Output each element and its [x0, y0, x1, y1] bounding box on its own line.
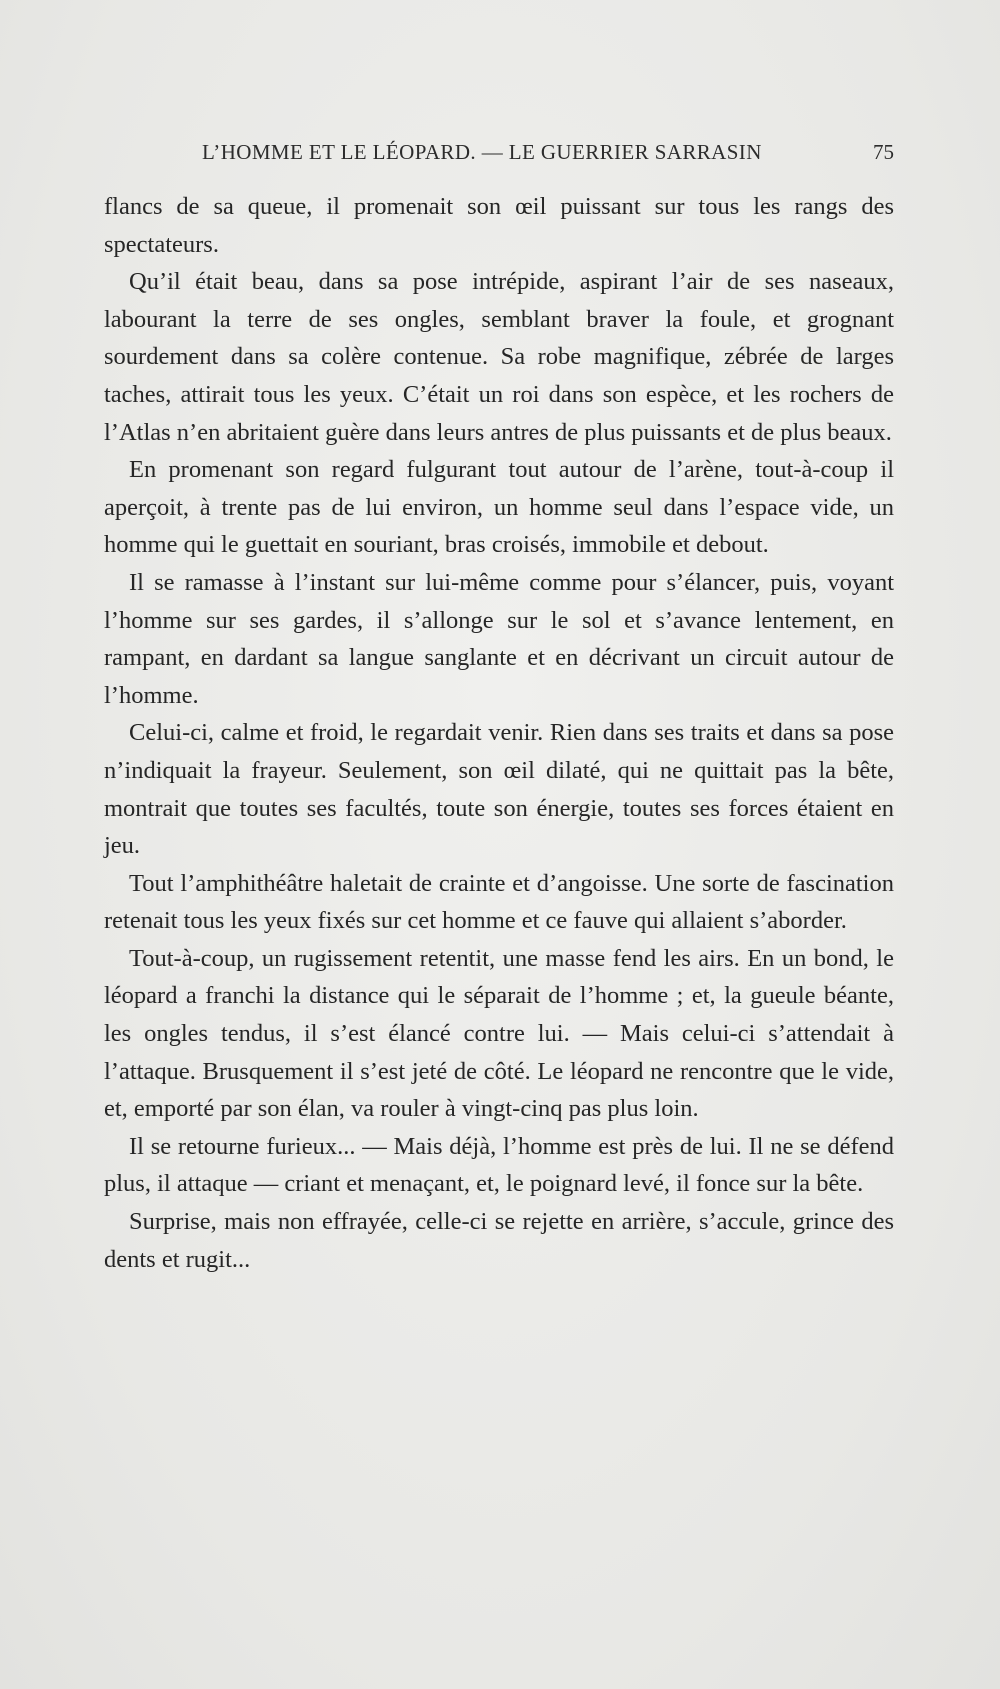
- paragraph: flancs de sa queue, il promenait son œil puissant sur tous les rangs des spectateurs.: [104, 193, 894, 258]
- paragraph: Qu’il était beau, dans sa pose intrépide, aspirant l’air de ses naseaux, labourant la terre de ses ongles, semblant braver la foule, et grognant sourdement dans sa colère contenue. Sa robe magnifique, zébrée de larges taches, attirait tous les yeux. C’était un roi dans son espèce, et les rochers de l’Atlas n’en abritaient guère dans leurs antres de plus puissants et de plus beaux.: [104, 268, 894, 446]
- paragraph: Celui-ci, calme et froid, le regardait venir. Rien dans ses traits et dans sa pose n’indiquait la frayeur. Seulement, son œil dilaté, qui ne quittait pas la bête, montrait que toutes ses facultés, toute son énergie, toutes ses forces étaient en jeu.: [104, 719, 894, 860]
- running-head: [104, 140, 894, 170]
- body-text: [104, 188, 894, 1278]
- page-number: 75: [873, 140, 894, 164]
- running-head-title: L’HOMME ET LE LÉOPARD. — LE GUERRIER SARRASIN: [202, 140, 762, 164]
- paragraph: Il se ramasse à l’instant sur lui-même comme pour s’élancer, puis, voyant l’homme sur ses gardes, il s’allonge sur le sol et s’avance lentement, en rampant, en dardant sa langue sanglante et en décrivant un circuit autour de l’homme.: [104, 568, 894, 709]
- paragraph: Tout l’amphithéâtre haletait de crainte et d’angoisse. Une sorte de fascination retenait tous les yeux fixés sur cet homme et ce fauve qui allaient s’aborder.: [104, 869, 894, 935]
- paragraph: Il se retourne furieux... — Mais déjà, l’homme est près de lui. Il ne se défend plus, il attaque — criant et menaçant, et, le poignard levé, il fonce sur la bête.: [104, 1132, 894, 1198]
- paragraph: Tout-à-coup, un rugissement retentit, une masse fend les airs. En un bond, le léopard a franchi la distance qui le séparait de l’homme ; et, la gueule béante, les ongles tendus, il s’est élancé contre lui. — Mais celui-ci s’attendait à l’attaque. Brusquement il s’est jeté de côté. Le léopard ne rencontre que le vide, et, emporté par son élan, va rouler à vingt-cinq pas plus loin.: [104, 944, 894, 1123]
- paragraph: En promenant son regard fulgurant tout autour de l’arène, tout-à-coup il aperçoit, à trente pas de lui environ, un homme seul dans l’espace vide, un homme qui le guettait en souriant, bras croisés, immobile et debout.: [104, 456, 894, 559]
- paragraph: Surprise, mais non effrayée, celle-ci se rejette en arrière, s’accule, grince des dents et rugit...: [104, 1208, 894, 1273]
